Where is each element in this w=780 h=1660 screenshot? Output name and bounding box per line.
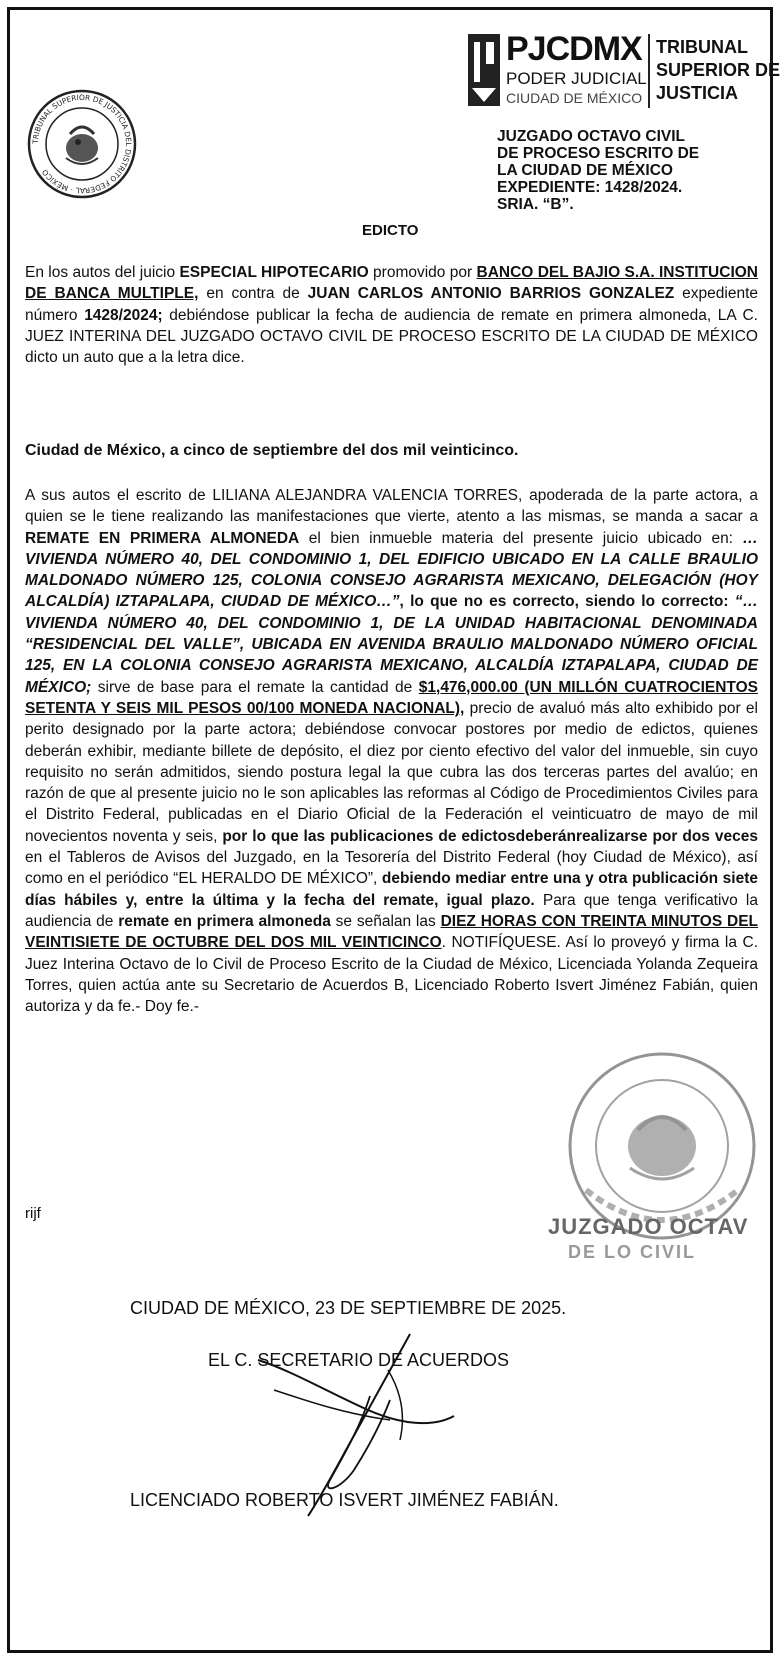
logo-poder-judicial: PODER JUDICIAL <box>506 69 647 88</box>
pjcdmx-logo <box>466 28 780 112</box>
text-run: BANCO DEL BAJIO S.A. INSTITUCION DE BANCA MULTIPLE, <box>25 264 758 303</box>
court-line: SRIA. “B”. <box>497 196 574 213</box>
stamp-text: DE LO CIVIL <box>568 1242 697 1262</box>
text-run: En los autos del juicio <box>25 264 180 281</box>
text-run: por lo que las publicaciones de edictosdeberánrealizarse por dos veces <box>222 827 758 845</box>
text-run: 1428/2024; <box>84 306 163 324</box>
auto-text <box>25 485 758 1017</box>
text-run: promovido por <box>368 264 477 281</box>
text-run: , lo que no es correcto, siendo lo correcto: <box>399 593 735 611</box>
stamp-text: JUZGADO OCTAV <box>548 1214 749 1239</box>
signature-role: EL C. SECRETARIO DE ACUERDOS <box>208 1350 510 1370</box>
tribunal-line: SUPERIOR DE <box>656 60 780 80</box>
auto-date-line: Ciudad de México, a cinco de septiembre del dos mil veinticinco. <box>25 442 519 459</box>
logo-brand: PJCDMX <box>506 30 642 68</box>
text-run: debiéndose publicar la fecha de audiencia de remate en primera almoneda, LA C. JUEZ INTERINA DEL JUZGADO OCTAVO CIVIL DE PROCESO ESCRITO DE LA CIUDAD DE MÉXICO dicto un auto que a la letra dice. <box>25 306 758 367</box>
court-line: LA CIUDAD DE MÉXICO <box>497 162 673 179</box>
court-line: DE PROCESO ESCRITO DE <box>497 145 700 162</box>
text-run: en el Tableros de Avisos del Juzgado, en la Tesorería del Distrito Federal (hoy Ciudad de México), así como en el periódico “EL HERALDO DE MÉXICO”, <box>25 849 758 888</box>
logo-divider <box>648 34 650 108</box>
text-run: el bien inmueble materia del presente juicio ubicado en: <box>299 529 743 547</box>
tribunal-line: TRIBUNAL <box>656 37 748 57</box>
text-run: JUAN CARLOS ANTONIO BARRIOS GONZALEZ <box>307 285 675 303</box>
text-run: . NOTIFÍQUESE. Así lo proveyó y firma la C. Juez Interina Octavo de lo Civil de Proceso Escrito de la Ciudad de México, Licenciada Yolanda Zequeira Torres, quien actúa ante su Secretario de Acuerdos B, Licenciado Roberto Isvert Jiménez Fabián, quien autoriza y da fe.- Doy fe.- <box>25 934 759 1016</box>
text-run: $1,476,000.00 (UN MILLÓN CUATROCIENTOS SETENTA Y SEIS MIL PESOS 00/100 MONEDA NACIONAL), <box>25 678 758 717</box>
auto-paragraph <box>25 485 758 1017</box>
signer-name: LICENCIADO ROBERTO ISVERT JIMÉNEZ FABIÁN. <box>130 1490 559 1510</box>
text-run: remate en primera almoneda <box>118 912 331 930</box>
initials: rijf <box>25 1205 41 1222</box>
intro-paragraph <box>25 262 758 368</box>
court-line: JUZGADO OCTAVO CIVIL <box>497 128 686 145</box>
text-run: precio de avaluó más alto exhibido por el perito designado por la parte actora; debiéndose convocar postores por medio de edictos, quienes deberán exhibir, mediante billete de depósito, el diez por ciento efectivo del valor del inmueble, sin cuyo requisito no serán admitidos, siendo postura legal la que cubra las dos terceras partes del avalúo; en razón de que al presente juicio no le son aplicables las reformas al Código de Procedimientos Civiles para el Distrito Federal, publicadas en el Diario Oficial de la Federación el veinticuatro de mayo de mil novecientos noventa y seis, <box>25 699 758 845</box>
document-title: EDICTO <box>362 222 419 239</box>
text-run: REMATE EN PRIMERA ALMONEDA <box>25 529 300 547</box>
text-run: ESPECIAL HIPOTECARIO <box>179 264 369 281</box>
coat-of-arms-seal-icon <box>26 88 138 200</box>
signature-place-date: CIUDAD DE MÉXICO, 23 DE SEPTIEMBRE DE 2025. <box>130 1298 567 1318</box>
text-run: en contra de <box>198 285 308 303</box>
court-info-block <box>497 128 767 213</box>
pjcdmx-shield-icon <box>466 32 502 108</box>
text-run: sirve de base para el remate la cantidad de <box>91 678 419 696</box>
logo-tribunal <box>656 36 780 105</box>
tribunal-line: JUSTICIA <box>656 83 739 103</box>
intro-text <box>25 262 758 368</box>
text-run: A sus autos el escrito de LILIANA ALEJANDRA VALENCIA TORRES, apoderada de la parte actora, a quien se le tiene realizando las manifestaciones que vierte, atento a las mismas, se manda a sacar a <box>25 487 758 526</box>
court-line: EXPEDIENTE: 1428/2024. <box>497 179 683 196</box>
text-run: expediente número <box>25 285 759 324</box>
logo-ciudad: CIUDAD DE MÉXICO <box>506 90 643 106</box>
text-run: Para que tenga verificativo la audiencia de <box>25 891 758 930</box>
text-run: debiendo mediar entre una y otra publicación siete días hábiles y, entre la última y la fecha del remate, igual plazo. <box>25 870 758 909</box>
text-run: DIEZ HORAS CON TREINTA MINUTOS DEL VEINTISIETE DE OCTUBRE DEL DOS MIL VEINTICINCO <box>25 912 758 952</box>
seal-ring-text: TRIBUNAL SUPERIOR DE JUSTICIA DEL DISTRITO FEDERAL · MÉXICO <box>30 92 134 196</box>
text-run: …VIVIENDA NÚMERO 40, DEL CONDOMINIO 1, DEL EDIFICIO UBICADO EN LA CALLE BRAULIO MALDONADO NÚMERO 125, COLONIA CONSEJO AGRARISTA MEXICANO, DELEGACIÓN (HOY ALCALDÍA) IZTAPALAPA, CIUDAD DE MÉXICO…” <box>25 529 759 611</box>
text-run: se señalan las <box>330 912 441 930</box>
text-run: “…VIVIENDA NÚMERO 40, DEL CONDOMINIO 1, DE LA UNIDAD HABITACIONAL DENOMINADA “RESIDENCIAL DEL VALLE”, UBICADA EN AVENIDA BRAULIO MALDONADO NÚMERO OFICIAL 125, EN LA COLONIA CONSEJO AGRARISTA MEXICANO, ALCALDÍA IZTAPALAPA, CIUDAD DE MÉXICO; <box>25 593 758 696</box>
